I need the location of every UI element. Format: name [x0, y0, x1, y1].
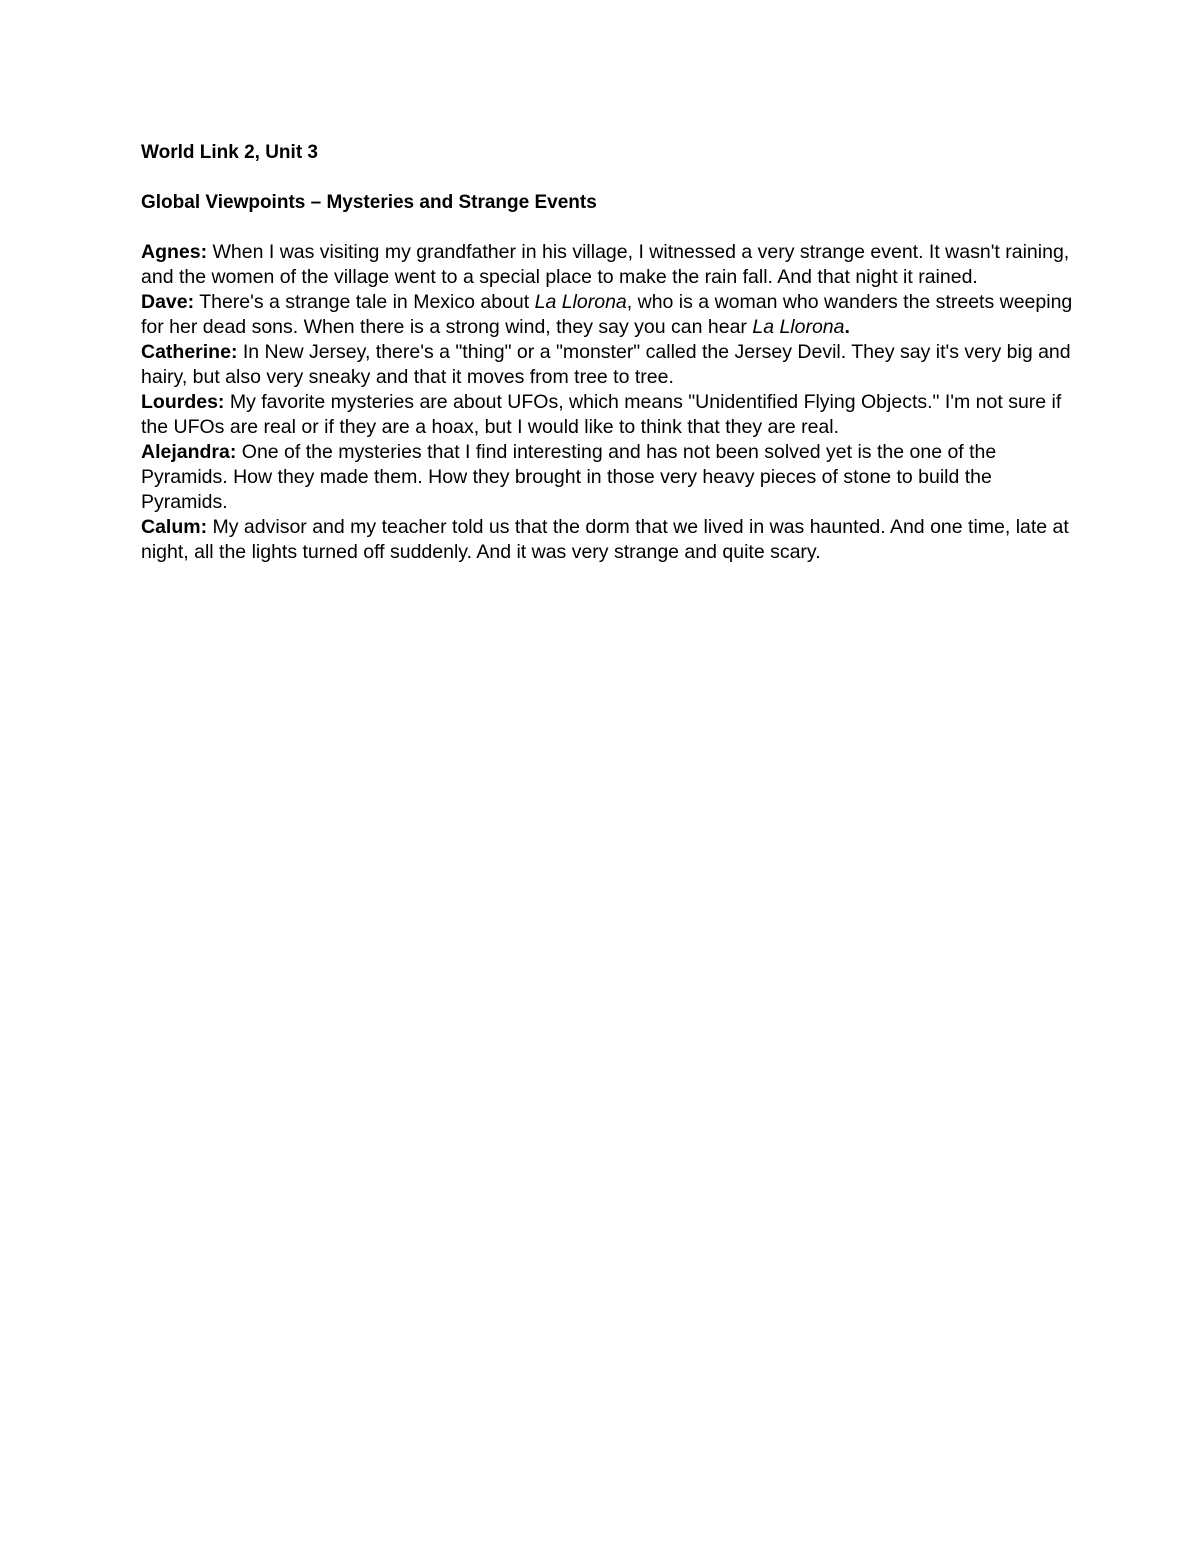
speaker-name: Agnes: [141, 241, 208, 263]
speaker-name: Calum: [141, 516, 208, 538]
document-subtitle: Global Viewpoints – Mysteries and Strange Events [141, 192, 597, 213]
document-title: World Link 2, Unit 3 [141, 142, 318, 163]
speaker-name: Catherine: [141, 341, 238, 363]
document-page [141, 140, 1081, 565]
speaker-name: Lourdes: [141, 391, 225, 413]
entry-text: My advisor and my teacher told us that the dorm that we lived in was haunted. And one time, late at night, all the lights turned off suddenly. And it was very strange and quite scary. [141, 516, 1069, 563]
speaker-name: Alejandra: [141, 441, 237, 463]
entry-catherine [141, 340, 1081, 390]
entry-text: In New Jersey, there's a "thing" or a "monster" called the Jersey Devil. They say it's very big and hairy, but also very sneaky and that it moves from tree to tree. [141, 341, 1071, 388]
entry-text: My favorite mysteries are about UFOs, which means "Unidentified Flying Objects." I'm not sure if the UFOs are real or if they are a hoax, but I would like to think that they are real. [141, 391, 1062, 438]
entry-calum [141, 515, 1081, 565]
entry-text: There's a strange tale in Mexico about [194, 291, 535, 313]
entry-text: One of the mysteries that I find interesting and has not been solved yet is the one of the Pyramids. How they made them. How they brought in those very heavy pieces of stone to build the Pyramids. [141, 441, 997, 513]
entry-italic-term: La Llorona [752, 316, 845, 338]
entry-text: , who is a woman who wanders the streets weeping for her dead sons. When there is a strong wind, they say you can hear [141, 291, 1073, 338]
entry-alejandra [141, 440, 1081, 515]
entry-lourdes [141, 390, 1081, 440]
speaker-name: Dave: [141, 291, 195, 313]
entry-text: . [844, 316, 850, 338]
entry-dave [141, 290, 1081, 340]
entry-agnes [141, 240, 1081, 290]
entry-italic-term: La Llorona [534, 291, 627, 313]
entry-text: When I was visiting my grandfather in his village, I witnessed a very strange event. It wasn't raining, and the women of the village went to a special place to make the rain fall. And that night it rained. [141, 241, 1070, 288]
